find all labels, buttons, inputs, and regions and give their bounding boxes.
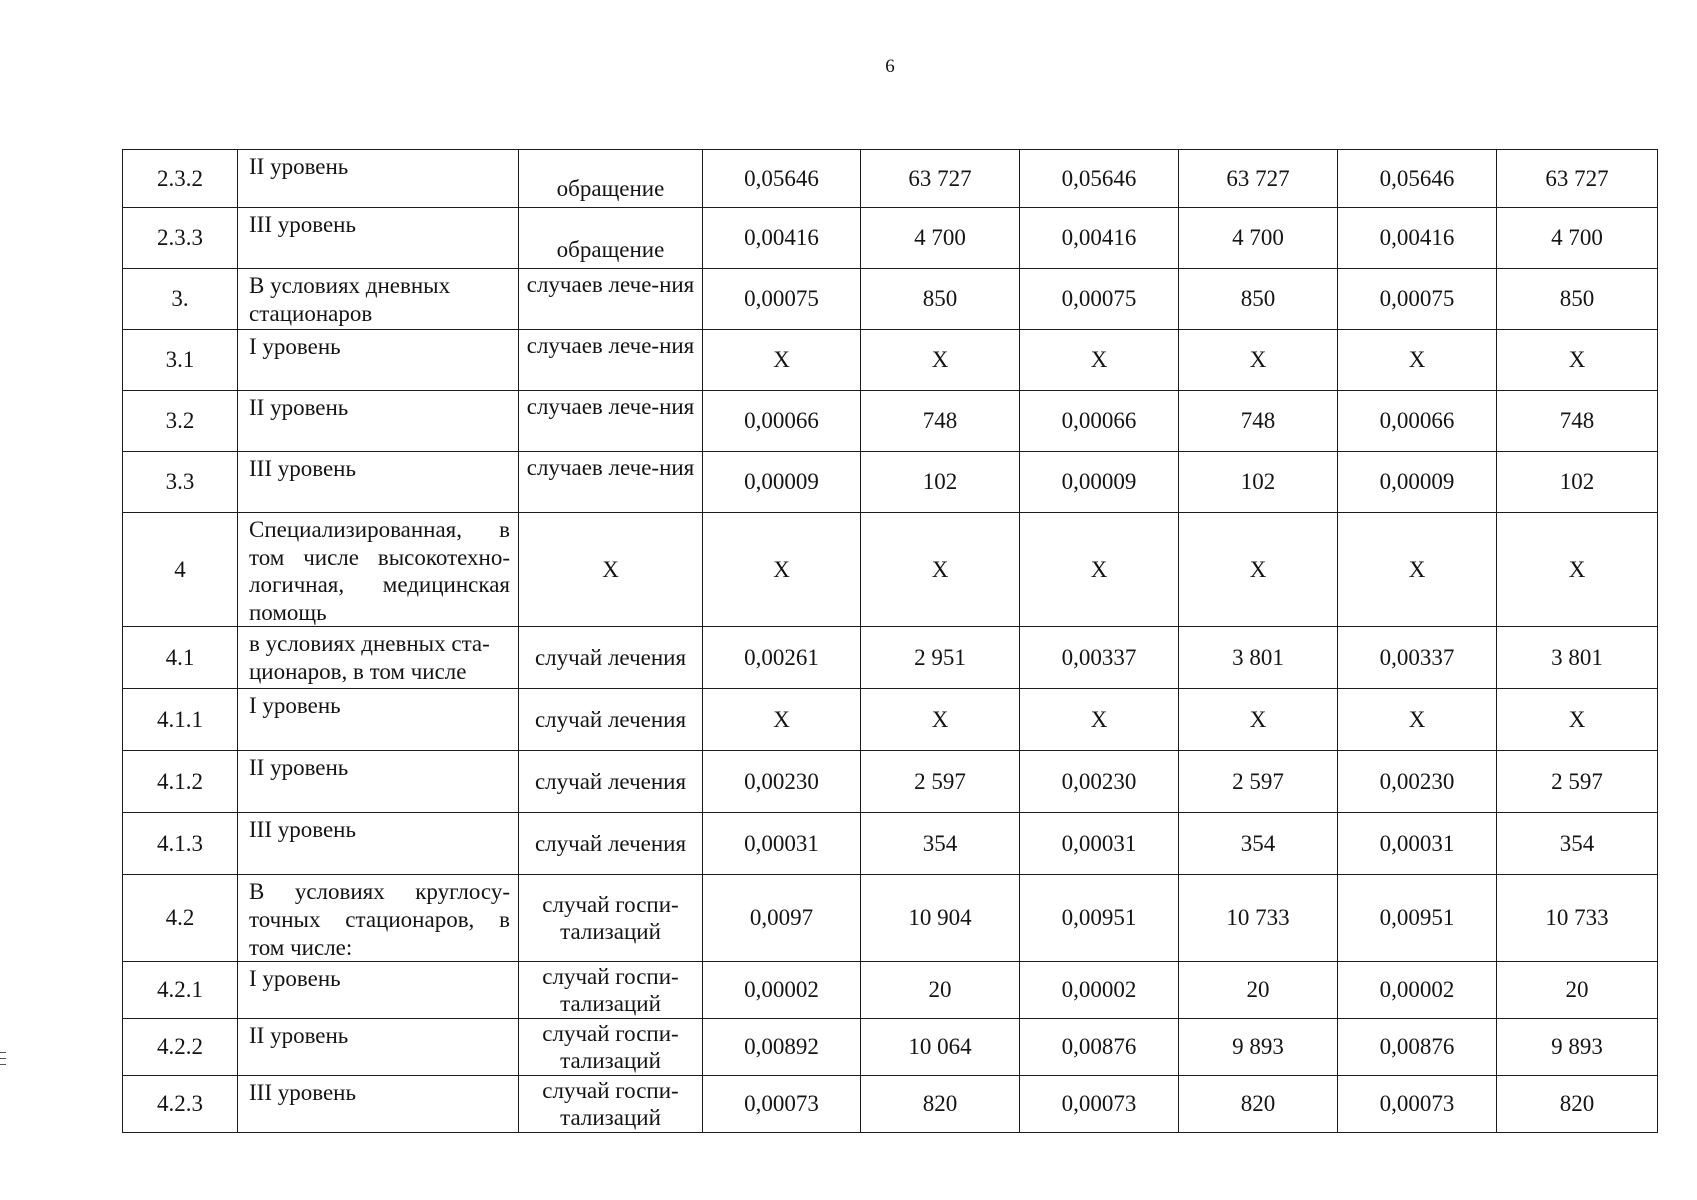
value-cell: X [1179,689,1338,751]
value-cell: 0,00416 [703,208,861,269]
row-name: II уровень [238,1019,519,1076]
value-cell: 820 [861,1076,1020,1133]
table-row [123,1019,1658,1076]
value-cell: 63 727 [861,150,1020,208]
value-cell: 0,00416 [1338,208,1497,269]
value-cell: 850 [861,269,1020,330]
value-cell: 0,00066 [703,391,861,452]
row-name: II уровень [238,391,519,452]
value-cell: 10 733 [1497,875,1658,962]
value-cell: 748 [861,391,1020,452]
value-cell: 3 801 [1179,627,1338,689]
row-unit: случай лечения [519,751,703,813]
value-cell: 10 733 [1179,875,1338,962]
value-cell: 20 [861,962,1020,1019]
row-number: 2.3.2 [123,150,238,208]
margin-mark [0,1064,6,1065]
value-cell: 2 951 [861,627,1020,689]
value-cell: 0,05646 [1338,150,1497,208]
value-cell: 354 [1179,813,1338,875]
value-cell: X [703,513,861,627]
value-cell: 0,00416 [1020,208,1179,269]
row-unit: случай лечения [519,689,703,751]
row-unit: случаев лече-ния [519,452,703,513]
table-row [123,150,1658,208]
row-name: I уровень [238,689,519,751]
table-row [123,813,1658,875]
margin-marks [0,1052,8,1070]
value-cell: 820 [1179,1076,1338,1133]
row-number: 4 [123,513,238,627]
table-row [123,689,1658,751]
value-cell: 10 904 [861,875,1020,962]
value-cell: 102 [1179,452,1338,513]
value-cell: 0,05646 [1020,150,1179,208]
value-cell: X [1338,513,1497,627]
table-body [123,150,1658,1133]
table-row [123,452,1658,513]
value-cell: 0,0097 [703,875,861,962]
table-row [123,208,1658,269]
value-cell: 748 [1497,391,1658,452]
value-cell: 0,00230 [1020,751,1179,813]
margin-mark [0,1052,6,1053]
row-name: В условиях дневных стационаров [238,269,519,330]
table-row [123,330,1658,391]
value-cell: 0,00009 [1020,452,1179,513]
value-cell: X [1497,330,1658,391]
value-cell: X [703,689,861,751]
value-cell: 748 [1179,391,1338,452]
value-cell: X [1179,513,1338,627]
row-number: 4.1.1 [123,689,238,751]
row-name: I уровень [238,330,519,391]
value-cell: 0,00075 [703,269,861,330]
value-cell: 0,00075 [1020,269,1179,330]
value-cell: 850 [1497,269,1658,330]
row-name: III уровень [238,208,519,269]
value-cell: X [1020,513,1179,627]
row-unit: случай госпи-тализаций [519,962,703,1019]
row-unit: случай лечения [519,813,703,875]
row-number: 3.2 [123,391,238,452]
value-cell: 850 [1179,269,1338,330]
row-unit: случаев лече-ния [519,391,703,452]
value-cell: 4 700 [861,208,1020,269]
data-table [122,149,1658,1133]
value-cell: 0,05646 [703,150,861,208]
value-cell: 0,00073 [703,1076,861,1133]
value-cell: 63 727 [1179,150,1338,208]
row-name: III уровень [238,813,519,875]
value-cell: 0,00002 [1020,962,1179,1019]
row-name: Специализированная, в том числе высокотехно-логичная, медицинская помощь [238,513,519,627]
value-cell: X [1497,689,1658,751]
row-number: 3.1 [123,330,238,391]
value-cell: X [1020,689,1179,751]
row-number: 4.2 [123,875,238,962]
table-row [123,1076,1658,1133]
value-cell: 0,00031 [1020,813,1179,875]
value-cell: 0,00892 [703,1019,861,1076]
row-name: II уровень [238,751,519,813]
value-cell: 0,00066 [1020,391,1179,452]
row-number: 2.3.3 [123,208,238,269]
value-cell: 0,00337 [1020,627,1179,689]
table-row [123,269,1658,330]
table-row [123,751,1658,813]
row-number: 4.2.1 [123,962,238,1019]
value-cell: 9 893 [1497,1019,1658,1076]
row-number: 3.3 [123,452,238,513]
row-name: I уровень [238,962,519,1019]
value-cell: 4 700 [1179,208,1338,269]
value-cell: 0,00876 [1020,1019,1179,1076]
row-unit: случаев лече-ния [519,269,703,330]
table-row [123,627,1658,689]
value-cell: 4 700 [1497,208,1658,269]
value-cell: X [861,689,1020,751]
value-cell: 820 [1497,1076,1658,1133]
row-number: 4.2.2 [123,1019,238,1076]
value-cell: 9 893 [1179,1019,1338,1076]
row-unit: случаев лече-ния [519,330,703,391]
value-cell: 0,00009 [703,452,861,513]
value-cell: 0,00073 [1020,1076,1179,1133]
value-cell: 2 597 [1179,751,1338,813]
row-number: 4.2.3 [123,1076,238,1133]
value-cell: 2 597 [861,751,1020,813]
row-number: 3. [123,269,238,330]
row-unit: обращение [519,150,703,208]
value-cell: 0,00951 [1020,875,1179,962]
table-row [123,875,1658,962]
row-name: В условиях круглосу-точных стационаров, в том числе: [238,875,519,962]
value-cell: X [703,330,861,391]
value-cell: 0,00009 [1338,452,1497,513]
value-cell: X [1020,330,1179,391]
value-cell: X [861,330,1020,391]
value-cell: 2 597 [1497,751,1658,813]
value-cell: 63 727 [1497,150,1658,208]
value-cell: 20 [1497,962,1658,1019]
value-cell: 10 064 [861,1019,1020,1076]
value-cell: 0,00031 [1338,813,1497,875]
row-unit: X [519,513,703,627]
value-cell: 0,00073 [1338,1076,1497,1133]
row-unit: обращение [519,208,703,269]
row-unit: случай лечения [519,627,703,689]
value-cell: 0,00261 [703,627,861,689]
table-row [123,391,1658,452]
margin-mark [0,1058,6,1059]
row-number: 4.1 [123,627,238,689]
value-cell: 0,00876 [1338,1019,1497,1076]
value-cell: 0,00230 [1338,751,1497,813]
value-cell: 354 [1497,813,1658,875]
value-cell: 0,00031 [703,813,861,875]
value-cell: 0,00002 [703,962,861,1019]
row-name: III уровень [238,1076,519,1133]
value-cell: 0,00230 [703,751,861,813]
value-cell: X [1338,689,1497,751]
value-cell: X [1338,330,1497,391]
value-cell: 0,00337 [1338,627,1497,689]
value-cell: X [1497,513,1658,627]
row-unit: случай госпи-тализаций [519,875,703,962]
row-name: II уровень [238,150,519,208]
page-number: 6 [885,56,895,77]
value-cell: X [1179,330,1338,391]
value-cell: 0,00066 [1338,391,1497,452]
row-name: III уровень [238,452,519,513]
row-unit: случай госпи-тализаций [519,1019,703,1076]
value-cell: 3 801 [1497,627,1658,689]
value-cell: 0,00075 [1338,269,1497,330]
table-row [123,962,1658,1019]
row-number: 4.1.2 [123,751,238,813]
value-cell: 0,00002 [1338,962,1497,1019]
row-unit: случай госпи-тализаций [519,1076,703,1133]
value-cell: 102 [861,452,1020,513]
table-row [123,513,1658,627]
value-cell: 102 [1497,452,1658,513]
value-cell: 20 [1179,962,1338,1019]
value-cell: 354 [861,813,1020,875]
value-cell: 0,00951 [1338,875,1497,962]
value-cell: X [861,513,1020,627]
row-number: 4.1.3 [123,813,238,875]
row-name: в условиях дневных ста-ционаров, в том числе [238,627,519,689]
